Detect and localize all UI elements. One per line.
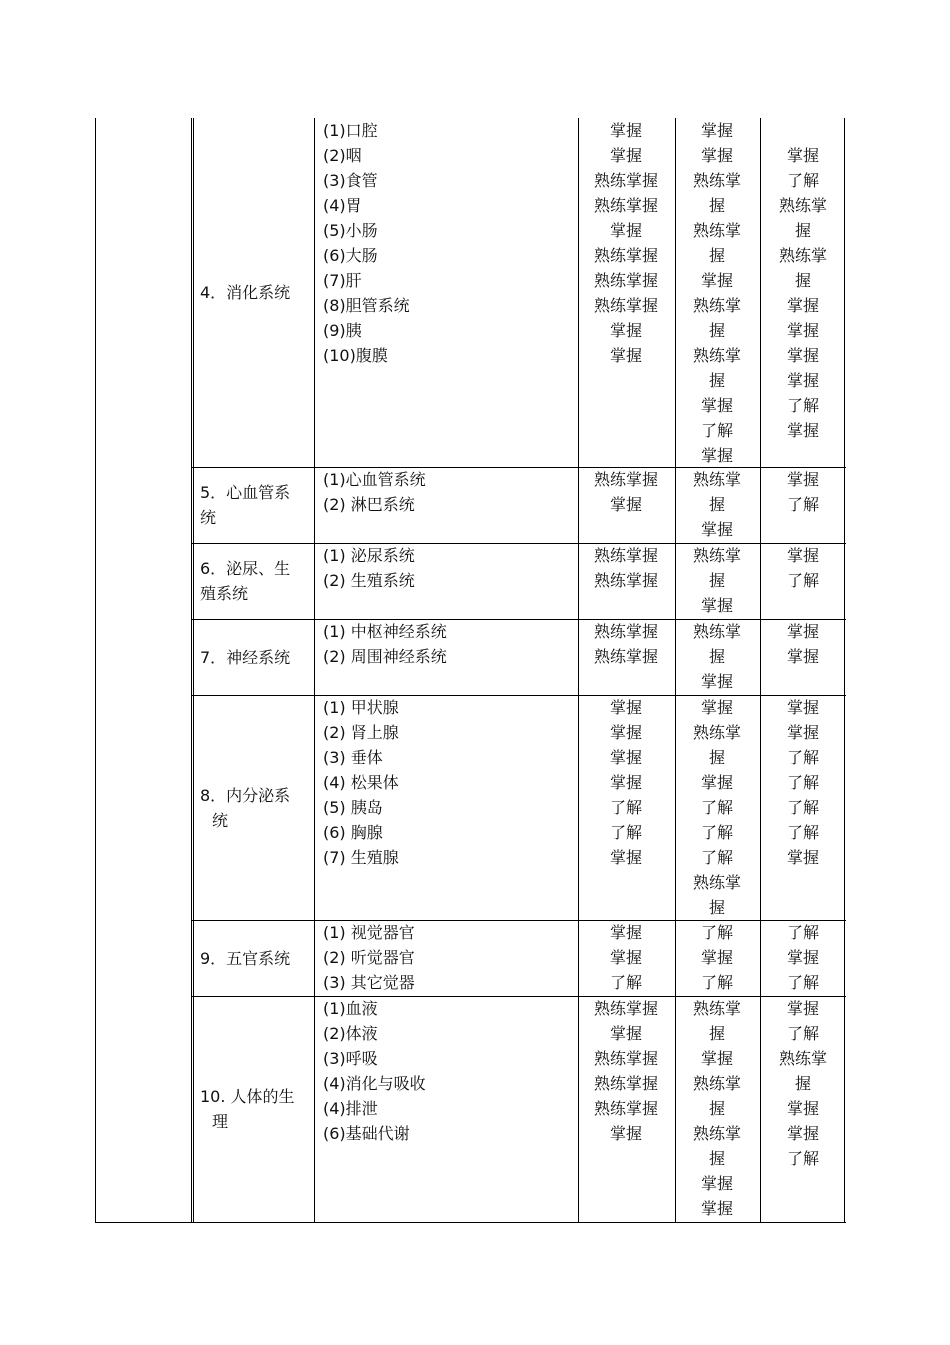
level-col3: [760, 619, 846, 669]
level-text: 熟练掌: [692, 296, 741, 315]
item-list: [323, 543, 415, 593]
section-label-line: 8．内分泌系: [200, 785, 291, 805]
level-col3: [760, 695, 846, 870]
level-text: 掌握: [609, 748, 642, 767]
level-col3: [760, 543, 846, 593]
level-text: 了解: [700, 923, 733, 942]
item-list: [323, 619, 447, 669]
column-border: [314, 118, 315, 1222]
level-col2: [675, 920, 759, 995]
level-text: 熟练掌: [692, 723, 741, 742]
item-text: (3)食管: [323, 171, 378, 190]
level-text: 掌握: [609, 495, 642, 514]
level-text: 掌握: [609, 1124, 642, 1143]
level-text: 了解: [786, 1149, 819, 1168]
level-col3: [760, 467, 846, 517]
level-col3: [760, 920, 846, 995]
level-text: 握: [708, 898, 725, 917]
level-text: 握: [708, 1024, 725, 1043]
level-text: 熟练掌: [692, 171, 741, 190]
level-text: 掌握: [700, 520, 733, 539]
level-text: 了解: [700, 823, 733, 842]
item-text: (4)消化与吸收: [323, 1074, 426, 1093]
level-text: 掌握: [609, 773, 642, 792]
level-text: 握: [708, 571, 725, 590]
level-text: 握: [794, 221, 811, 240]
level-col1: [578, 619, 674, 669]
level-text: 了解: [786, 571, 819, 590]
item-text: (6)大肠: [323, 246, 378, 265]
level-text: 熟练掌握: [593, 647, 658, 666]
item-text: (9)胰: [323, 321, 362, 340]
level-text: 掌握: [609, 948, 642, 967]
level-text: 掌握: [786, 999, 819, 1018]
level-text: 握: [708, 1099, 725, 1118]
level-text: 掌握: [700, 672, 733, 691]
level-text: 握: [794, 271, 811, 290]
level-col3: [760, 118, 846, 443]
item-text: (2) 周围神经系统: [323, 647, 447, 666]
level-text: 掌握: [700, 146, 733, 165]
level-text: 掌握: [700, 1049, 733, 1068]
section-label-line: 殖系统: [200, 584, 249, 603]
level-text: 掌握: [609, 121, 642, 140]
level-col2: [675, 996, 759, 1221]
section-label-text: [200, 645, 306, 670]
item-text: (1) 中枢神经系统: [323, 622, 447, 641]
column-border: [95, 118, 96, 1222]
item-text: (2) 淋巴系统: [323, 495, 415, 514]
section-label-line: 7．神经系统: [200, 647, 291, 667]
level-col1: [578, 996, 674, 1146]
level-text: 掌握: [786, 1124, 819, 1143]
level-text: 掌握: [609, 698, 642, 717]
level-text: 掌握: [786, 421, 819, 440]
level-text: 熟练掌: [692, 999, 741, 1018]
syllabus-table: [95, 118, 846, 1222]
item-text: (2) 生殖系统: [323, 571, 415, 590]
level-text: 熟练掌: [692, 1074, 741, 1093]
level-text: 了解: [700, 421, 733, 440]
level-text: 熟练掌握: [593, 196, 658, 215]
item-text: (1) 甲状腺: [323, 698, 399, 717]
item-text: (10)腹膜: [323, 346, 388, 365]
level-text: 掌握: [786, 948, 819, 967]
level-text: 掌握: [700, 1174, 733, 1193]
section-label-text: [200, 280, 306, 305]
level-text: 熟练掌握: [593, 296, 658, 315]
section-label-text: [200, 783, 306, 833]
item-text: (3)呼吸: [323, 1049, 378, 1068]
level-text: 熟练掌握: [593, 999, 658, 1018]
level-text: 掌握: [786, 470, 819, 489]
level-col1: [578, 118, 674, 368]
section-label: [200, 996, 310, 1222]
level-text: 掌握: [786, 296, 819, 315]
item-text: (7) 生殖腺: [323, 848, 399, 867]
level-text: 了解: [786, 798, 819, 817]
level-text: 了解: [609, 973, 642, 992]
level-text: 熟练掌: [692, 546, 741, 565]
level-col1: [578, 467, 674, 517]
level-text: 了解: [609, 823, 642, 842]
level-text: 熟练掌: [692, 873, 741, 892]
section-label-line: 10. 人体的生: [200, 1087, 295, 1106]
section-label-line: 统: [200, 508, 217, 527]
level-col3: [760, 996, 846, 1171]
level-text: 掌握: [786, 1099, 819, 1118]
level-text: 了解: [700, 798, 733, 817]
level-text: 了解: [786, 396, 819, 415]
item-text: (4) 松果体: [323, 773, 399, 792]
level-text: 熟练掌: [692, 622, 741, 641]
level-text: 熟练掌: [692, 346, 741, 365]
item-text: (4)排泄: [323, 1099, 378, 1118]
level-text: 握: [794, 1074, 811, 1093]
level-text: 握: [708, 1149, 725, 1168]
level-col2: [675, 118, 759, 468]
section-label-text: [200, 556, 306, 606]
section-label-line: 理: [212, 1112, 229, 1131]
item-list: [323, 467, 426, 517]
section-label-line: 4．消化系统: [200, 283, 291, 302]
section-label: [200, 467, 310, 543]
level-text: 熟练掌握: [593, 246, 658, 265]
level-text: 掌握: [700, 271, 733, 290]
item-text: (6) 胸腺: [323, 823, 383, 842]
item-text: (3) 垂体: [323, 748, 383, 767]
level-col2: [675, 619, 759, 694]
level-text: 握: [708, 321, 725, 340]
item-list: [323, 996, 426, 1146]
level-text: 掌握: [609, 146, 642, 165]
level-text: 熟练掌握: [593, 271, 658, 290]
section-label-text: [200, 946, 306, 971]
level-text: 熟练掌握: [593, 1099, 658, 1118]
level-text: 熟练掌: [692, 1124, 741, 1143]
level-text: 掌握: [609, 1024, 642, 1043]
section-label-line: 5．心血管系: [200, 483, 291, 502]
level-col2: [675, 467, 759, 542]
level-text: 掌握: [786, 647, 819, 666]
level-text: 熟练掌握: [593, 1049, 658, 1068]
item-text: (2) 肾上腺: [323, 723, 399, 742]
level-text: 熟练掌握: [593, 546, 658, 565]
level-col2: [675, 695, 759, 920]
level-text: 掌握: [700, 396, 733, 415]
level-text: 掌握: [786, 698, 819, 717]
item-text: (7)肝: [323, 271, 362, 290]
level-col1: [578, 695, 674, 870]
level-text: 了解: [609, 798, 642, 817]
level-text: 掌握: [700, 773, 733, 792]
level-text: 熟练掌握: [593, 622, 658, 641]
level-text: 了解: [786, 495, 819, 514]
level-text: 熟练掌握: [593, 171, 658, 190]
level-col1: [578, 920, 674, 995]
section-label: [200, 619, 310, 695]
section-label-text: [200, 480, 306, 530]
item-text: (1)口腔: [323, 121, 378, 140]
level-text: 了解: [786, 1024, 819, 1043]
level-text: 掌握: [786, 321, 819, 340]
section-label: [200, 695, 310, 920]
item-text: (1)血液: [323, 999, 378, 1018]
section-label-text: [200, 1084, 306, 1134]
item-text: (4)胃: [323, 196, 362, 215]
level-text: 掌握: [786, 546, 819, 565]
level-text: 了解: [786, 973, 819, 992]
item-text: (2)体液: [323, 1024, 378, 1043]
level-text: 掌握: [786, 848, 819, 867]
column-border: [193, 118, 194, 1222]
level-text: 熟练掌: [692, 221, 741, 240]
row-border: [95, 1222, 846, 1223]
section-label: [200, 920, 310, 996]
section-label-line: 统: [212, 810, 229, 830]
level-text: 熟练掌握: [593, 1074, 658, 1093]
item-text: (5)小肠: [323, 221, 378, 240]
item-text: (3) 其它觉器: [323, 973, 415, 992]
level-text: 掌握: [786, 371, 819, 390]
level-text: 掌握: [609, 923, 642, 942]
section-label-line: 9．五官系统: [200, 948, 291, 968]
item-text: (2) 听觉器官: [323, 948, 415, 967]
level-text: 了解: [786, 923, 819, 942]
section-label: [200, 543, 310, 619]
level-text: 握: [708, 196, 725, 215]
level-text: 熟练掌: [778, 1049, 827, 1068]
level-text: 了解: [786, 748, 819, 767]
level-text: 熟练掌握: [593, 571, 658, 590]
level-text: 握: [708, 748, 725, 767]
level-text: 熟练掌: [778, 246, 827, 265]
item-list: [323, 920, 415, 995]
level-text: 掌握: [786, 622, 819, 641]
level-text: 掌握: [609, 346, 642, 365]
level-text: 掌握: [609, 723, 642, 742]
level-text: 了解: [786, 171, 819, 190]
section-label-line: 6．泌尿、生: [200, 559, 291, 578]
item-text: (2)咽: [323, 146, 362, 165]
level-text: 了解: [786, 823, 819, 842]
item-list: [323, 118, 410, 368]
level-text: 了解: [700, 848, 733, 867]
level-text: 熟练掌握: [593, 470, 658, 489]
item-text: (1) 泌尿系统: [323, 546, 415, 565]
level-text: 了解: [786, 773, 819, 792]
level-text: 握: [708, 647, 725, 666]
level-text: 熟练掌: [778, 196, 827, 215]
level-text: 掌握: [700, 596, 733, 615]
item-text: (1)心血管系统: [323, 470, 426, 489]
level-col2: [675, 543, 759, 618]
level-text: [760, 118, 846, 143]
level-text: 掌握: [700, 698, 733, 717]
level-col1: [578, 543, 674, 593]
level-text: 掌握: [700, 1199, 733, 1218]
level-text: 握: [708, 495, 725, 514]
level-text: 掌握: [786, 723, 819, 742]
level-text: 掌握: [609, 321, 642, 340]
level-text: 掌握: [700, 121, 733, 140]
level-text: 握: [708, 371, 725, 390]
item-text: (8)胆管系统: [323, 296, 410, 315]
item-list: [323, 695, 399, 870]
level-text: 了解: [700, 973, 733, 992]
section-label: [200, 118, 310, 467]
level-text: 掌握: [609, 221, 642, 240]
level-text: 掌握: [700, 446, 733, 465]
level-text: 掌握: [786, 146, 819, 165]
level-text: 熟练掌: [692, 470, 741, 489]
level-text: 掌握: [609, 848, 642, 867]
item-text: (5) 胰岛: [323, 798, 383, 817]
level-text: 掌握: [786, 346, 819, 365]
level-text: 掌握: [700, 948, 733, 967]
column-border: [191, 118, 192, 1222]
item-text: (1) 视觉器官: [323, 923, 415, 942]
item-text: (6)基础代谢: [323, 1124, 410, 1143]
level-text: 握: [708, 246, 725, 265]
